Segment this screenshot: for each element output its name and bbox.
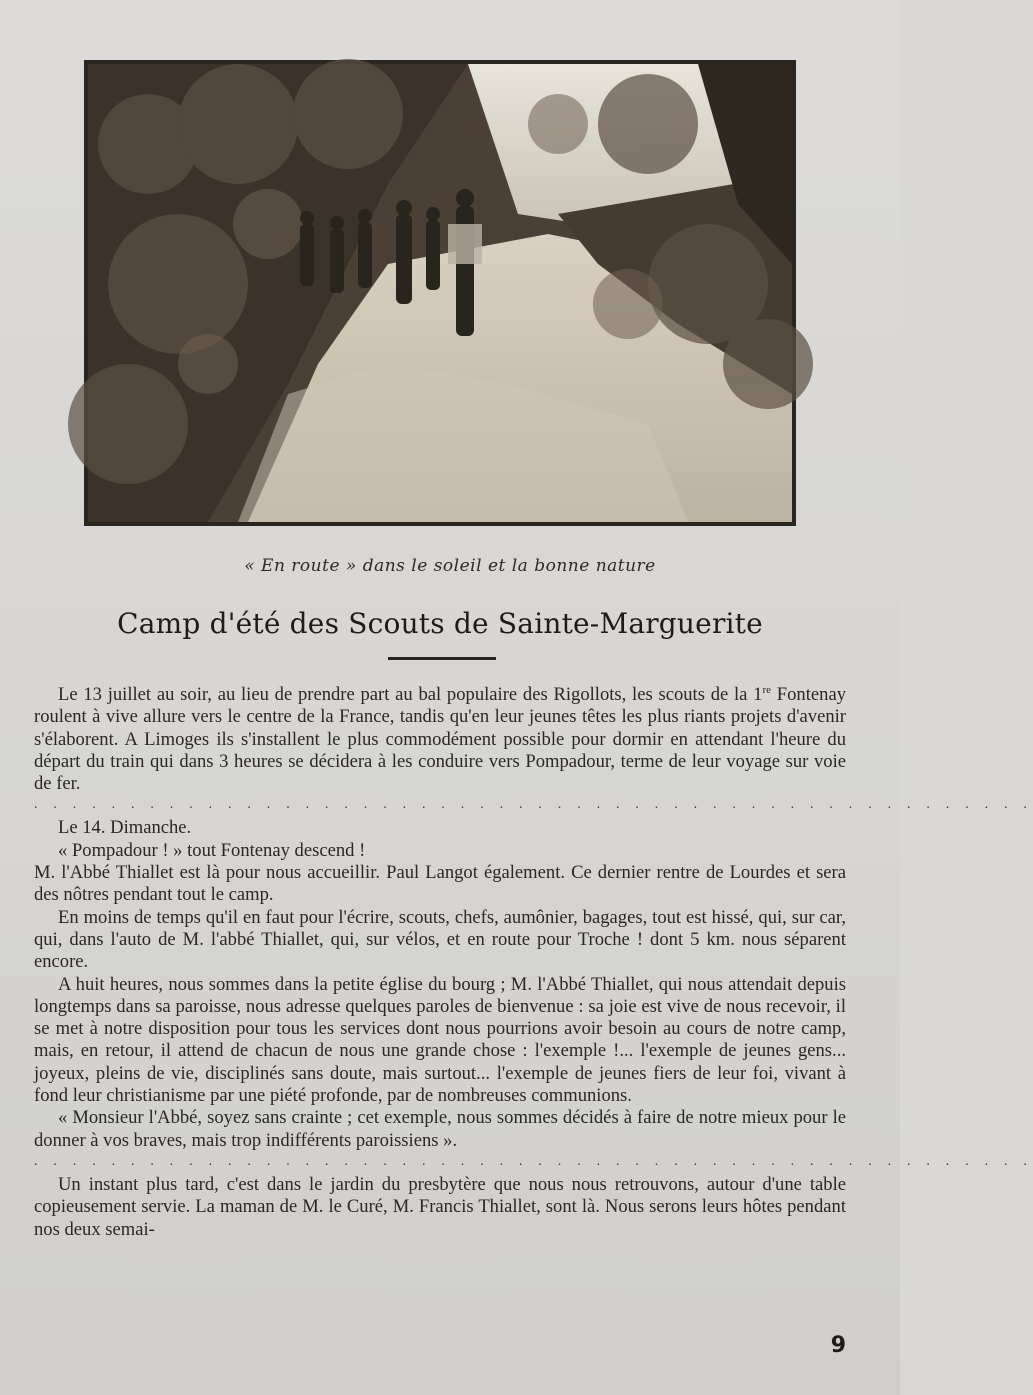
photo-illustration bbox=[88, 64, 792, 522]
article-title: Camp d'été des Scouts de Sainte-Marguerite bbox=[117, 607, 763, 640]
photo-caption: « En route » dans le soleil et la bonne nature bbox=[244, 556, 656, 576]
separator-dots-2: . . . . . . . . . . . . . . . . . . . . . . . . . . . . . . . . . . . . . . . . . . . . . . . . . . . . bbox=[34, 1153, 1033, 1169]
photo-frame bbox=[84, 60, 796, 526]
paragraph-departure: En moins de temps qu'il en faut pour l'écrire, scouts, chefs, aumônier, bagages, tout est hissé, qui, sur car, qui, dans l'auto de M. l'abbé Thiallet, qui, sur vélos, et en route pour Troche ! dont 5 km. nous séparent encore. bbox=[34, 906, 846, 973]
article-body bbox=[34, 683, 1033, 1241]
paragraph-garden: Un instant plus tard, c'est dans le jardin du presbytère que nous nous retrouvons, autour d'une table copieusement servie. La maman de M. le Curé, M. Francis Thiallet, sont là. Nous serons leurs hôtes pendant nos deux semai- bbox=[34, 1173, 846, 1240]
page-number: 9 bbox=[830, 1333, 846, 1358]
paragraph-1-part-a: Le 13 juillet au soir, au lieu de prendre part au bal populaire des Rigollots, les scouts de la 1 bbox=[58, 684, 763, 705]
separator-dots: . . . . . . . . . . . . . . . . . . . . . . . . . . . . . . . . . . . . . . . . . . . . . . . . . . . . bbox=[34, 797, 1033, 813]
paragraph-welcome: M. l'Abbé Thiallet est là pour nous accueillir. Paul Langot également. Ce dernier rentre de Lourdes et sera des nôtres pendant tout le camp. bbox=[34, 862, 846, 906]
paragraph-date: Le 14. Dimanche. bbox=[58, 817, 192, 839]
paragraph-1-part-b: Fontenay roulent à vive allure vers le centre de la France, tandis qu'en leur jeunes têtes les plus riants projets d'avenir s'élaborent. A Limoges ils s'installent le plus commodément possible pour dormir en attendant l'heure du départ du train qui dans 3 heures se décidera à les conduire vers Pompadour, terme de leur voyage sur voie de fer. bbox=[34, 684, 846, 795]
ordinal-superscript: re bbox=[762, 683, 772, 696]
title-underline bbox=[388, 657, 496, 660]
paragraph-reply: « Monsieur l'Abbé, soyez sans crainte ; cet exemple, nous sommes décidés à faire de notre mieux pour le donner à vos braves, mais trop indifférents paroissiens ». bbox=[34, 1107, 846, 1151]
paragraph-church: A huit heures, nous sommes dans la petite église du bourg ; M. l'Abbé Thiallet, qui nous attendait depuis longtemps dans sa paroisse, nous adresse quelques paroles de bienvenue : sa joie est vive de nous recevoir, il se met à notre disposition pour tous les services dont nous pourrions avoir besoin au cours de notre camp, mais, en retour, il attend de chacun de nous une grande chose : l'exemple !... l'exemple de jeunes gens... joyeux, pleins de vie, disciplinés sans doute, mais surtout... l'exemple de jeunes fiers de leur foi, vivant à fond leur christianisme par une piété profonde, par de nombreuses communions. bbox=[34, 973, 846, 1107]
scouts-walking-photo bbox=[88, 64, 792, 522]
paragraph-1 bbox=[34, 684, 846, 795]
paragraph-arrival: « Pompadour ! » tout Fontenay descend ! bbox=[58, 839, 366, 861]
